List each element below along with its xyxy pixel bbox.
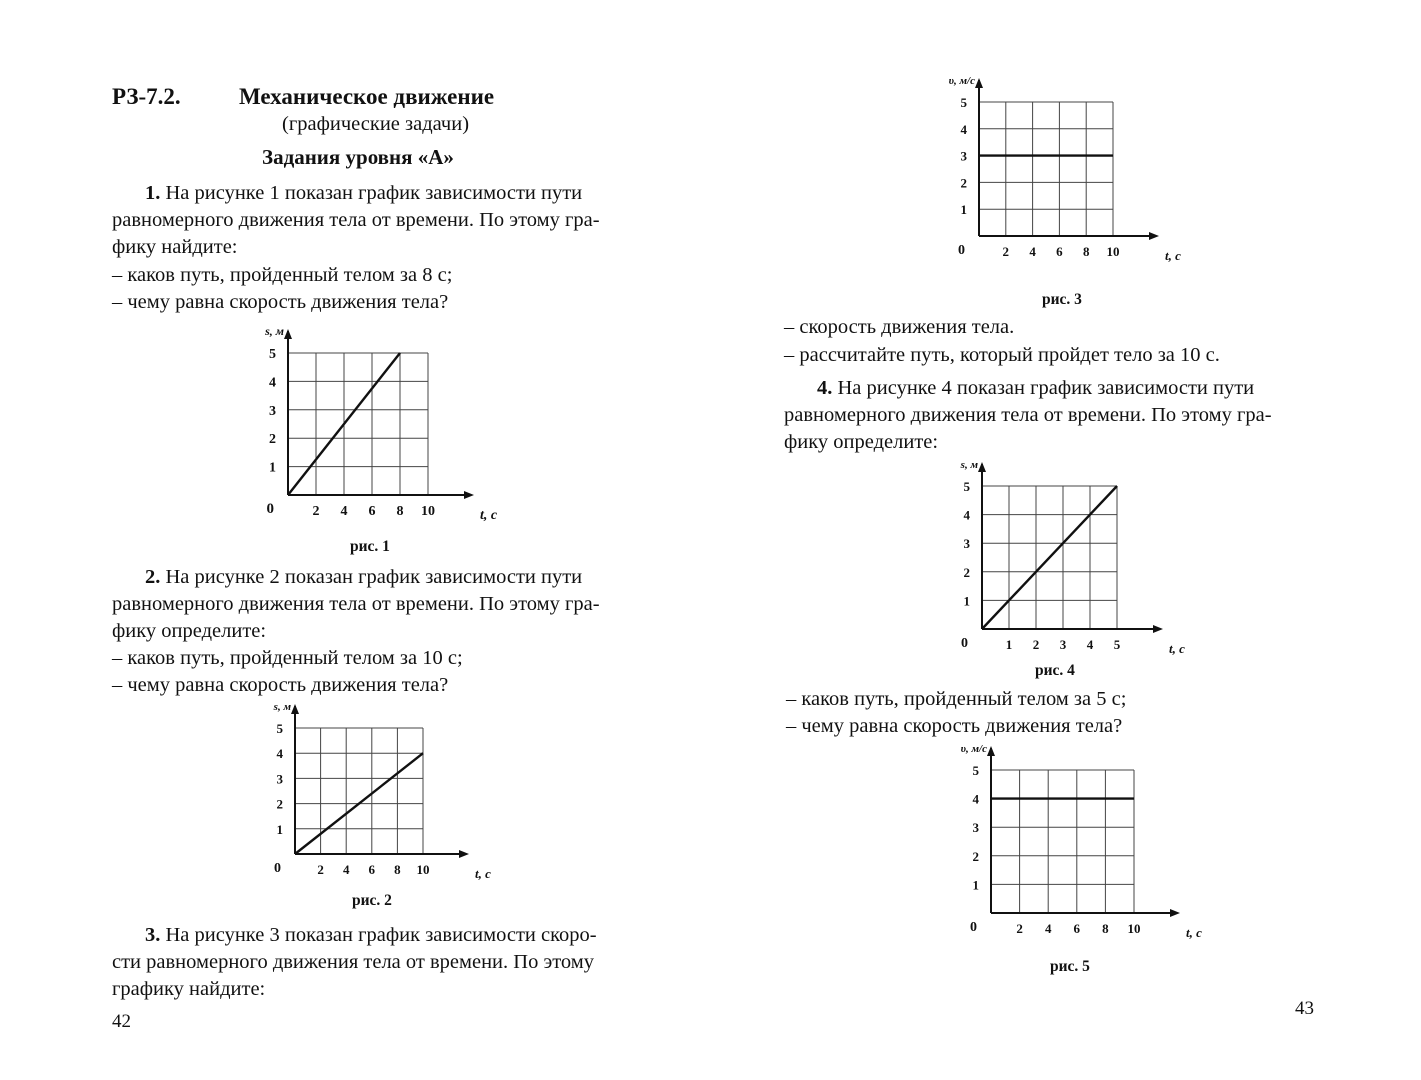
- x-tick-label: 8: [1082, 244, 1090, 259]
- x-tick-label: 8: [1102, 921, 1109, 936]
- x-tick-label: 2: [1002, 244, 1010, 259]
- task1-question2: – чему равна скорость движения тела?: [112, 291, 449, 313]
- y-axis-arrow: [975, 78, 983, 88]
- y-axis-label: υ, м/с: [948, 75, 975, 87]
- data-line: [982, 486, 1117, 629]
- figure-2-caption: рис. 2: [352, 892, 392, 909]
- x-tick-label: 2: [1016, 921, 1023, 936]
- x-tick-label: 4: [342, 862, 350, 877]
- x-axis-arrow: [1149, 232, 1159, 240]
- x-tick-label: 10: [416, 862, 430, 877]
- task1-line1: [145, 180, 582, 207]
- y-tick-label: 4: [269, 375, 276, 391]
- y-tick-label: 1: [972, 877, 979, 893]
- y-tick-label: 1: [269, 460, 276, 476]
- x-axis-label: t, с: [480, 508, 498, 523]
- x-tick-label: 4: [1044, 921, 1052, 936]
- task1-line3: фику найдите:: [112, 236, 238, 258]
- y-tick-label: 3: [269, 403, 276, 419]
- x-tick-label: 6: [368, 862, 376, 877]
- y-axis-label: υ, м/с: [960, 743, 987, 755]
- y-tick-label: 1: [960, 202, 967, 218]
- task3-line1: [145, 922, 597, 949]
- x-tick-label: 10: [421, 504, 435, 519]
- y-axis-label: s, м: [265, 324, 284, 338]
- task4-question1: – каков путь, пройденный телом за 5 с;: [786, 688, 1127, 710]
- origin-label: 0: [970, 920, 977, 935]
- task3-question2: – рассчитайте путь, который пройдет тело за 10 с.: [784, 344, 1220, 366]
- task4-line3: фику определите:: [784, 431, 939, 453]
- task2-line2: равномерного движения тела от времени. По этому гра-: [112, 593, 600, 615]
- task1-line2: равномерного движения тела от времени. По этому гра-: [112, 209, 600, 231]
- x-tick-label: 2: [317, 862, 324, 877]
- y-tick-label: 5: [276, 721, 283, 736]
- y-tick-label: 3: [276, 771, 283, 787]
- y-axis-arrow: [987, 746, 995, 756]
- figure-3: [915, 64, 1181, 274]
- y-tick-label: 1: [276, 821, 283, 837]
- x-tick-label: 8: [394, 862, 401, 877]
- task1-line1-text: На рисунке 1 показан график зависимости пути: [165, 182, 583, 204]
- y-axis-label: s, м: [960, 459, 978, 471]
- chart-svg-1: [250, 318, 500, 533]
- y-tick-label: 5: [960, 95, 967, 110]
- x-tick-label: 8: [396, 504, 404, 519]
- y-tick-label: 3: [972, 820, 979, 836]
- figure-2: [256, 694, 496, 886]
- x-tick-label: 10: [1127, 921, 1141, 936]
- task1-question1: – каков путь, пройденный телом за 8 с;: [112, 264, 453, 286]
- x-tick-label: 6: [1073, 921, 1081, 936]
- origin-label: 0: [961, 636, 968, 651]
- y-tick-label: 5: [963, 479, 970, 494]
- y-tick-label: 2: [269, 432, 276, 448]
- task4-question2: – чему равна скорость движения тела?: [786, 715, 1123, 737]
- y-tick-label: 1: [963, 593, 970, 609]
- task3-line2: сти равномерного движения тела от времени. По этому: [112, 951, 595, 973]
- y-axis-arrow: [284, 329, 292, 339]
- figure-1-caption: рис. 1: [350, 538, 390, 555]
- y-axis-label: s, м: [273, 701, 291, 713]
- page-number-left: 42: [112, 1011, 131, 1032]
- figure-4: [920, 449, 1185, 659]
- chart-svg-4: [920, 449, 1185, 659]
- task4-line1-text: На рисунке 4 показан график зависимости пути: [837, 377, 1255, 399]
- origin-label: 0: [266, 501, 274, 517]
- y-tick-label: 4: [276, 746, 283, 762]
- y-tick-label: 5: [269, 347, 276, 362]
- x-tick-label: 3: [1059, 637, 1067, 652]
- x-tick-label: 4: [1086, 637, 1094, 652]
- task2-question1: – каков путь, пройденный телом за 10 с;: [112, 647, 463, 669]
- x-axis-arrow: [459, 850, 469, 858]
- y-tick-label: 2: [963, 564, 970, 580]
- section-code: РЗ-7.2.: [112, 84, 181, 109]
- task3-line1-text: На рисунке 3 показан график зависимости скоро-: [165, 924, 597, 946]
- y-tick-label: 5: [972, 763, 979, 778]
- figure-5: [920, 735, 1202, 950]
- level-heading: Задания уровня «А»: [262, 145, 454, 169]
- y-tick-label: 4: [963, 507, 970, 523]
- x-tick-label: 2: [312, 504, 320, 519]
- y-tick-label: 4: [960, 121, 967, 137]
- task2-question2: – чему равна скорость движения тела?: [112, 674, 449, 696]
- x-tick-label: 4: [1029, 244, 1036, 259]
- chart-svg-5: [920, 735, 1202, 950]
- x-axis-arrow: [464, 491, 474, 499]
- y-tick-label: 2: [276, 796, 283, 812]
- chart-svg-3: [915, 64, 1181, 274]
- right-page: [710, 0, 1421, 1080]
- task2-line3: фику определите:: [112, 620, 267, 642]
- task2-number: 2.: [145, 566, 161, 588]
- task4-number: 4.: [817, 377, 833, 399]
- figure-1: [250, 318, 500, 533]
- y-axis-arrow: [291, 704, 299, 714]
- y-tick-label: 2: [972, 848, 979, 864]
- x-axis-label: t, с: [475, 866, 491, 881]
- task3-number: 3.: [145, 924, 161, 946]
- y-tick-label: 3: [963, 536, 970, 552]
- figure-3-caption: рис. 3: [1042, 291, 1082, 308]
- origin-label: 0: [274, 861, 281, 876]
- left-page: [0, 0, 700, 1080]
- figure-5-caption: рис. 5: [1050, 958, 1090, 975]
- x-tick-label: 10: [1106, 244, 1120, 259]
- x-axis-arrow: [1153, 625, 1163, 633]
- task4-line2: равномерного движения тела от времени. По этому гра-: [784, 404, 1272, 426]
- x-tick-label: 5: [1113, 637, 1121, 652]
- x-axis-label: t, с: [1169, 641, 1185, 656]
- figure-4-caption: рис. 4: [1035, 662, 1075, 679]
- x-tick-label: 6: [368, 504, 376, 519]
- page-number-right: 43: [1295, 998, 1314, 1019]
- y-tick-label: 4: [972, 791, 979, 807]
- task3-line3: графику найдите:: [112, 978, 266, 1000]
- y-tick-label: 2: [960, 175, 967, 191]
- origin-label: 0: [958, 243, 965, 258]
- y-axis-arrow: [978, 462, 986, 472]
- y-tick-label: 3: [960, 148, 967, 164]
- section-title: Механическое движение: [239, 84, 495, 109]
- task3-question1: – скорость движения тела.: [784, 316, 1015, 338]
- x-axis-arrow: [1170, 909, 1180, 917]
- x-axis-label: t, с: [1186, 925, 1202, 940]
- section-subtitle: (графические задачи): [282, 113, 470, 135]
- x-tick-label: 4: [340, 504, 348, 519]
- x-tick-label: 6: [1056, 244, 1063, 259]
- x-axis-label: t, с: [1165, 248, 1181, 263]
- task4-line1: [817, 375, 1254, 402]
- task2-line1: [145, 564, 582, 591]
- x-tick-label: 1: [1005, 637, 1013, 652]
- task1-number: 1.: [145, 182, 161, 204]
- task2-line1-text: На рисунке 2 показан график зависимости пути: [165, 566, 583, 588]
- x-tick-label: 2: [1032, 637, 1040, 652]
- chart-svg-2: [256, 694, 496, 886]
